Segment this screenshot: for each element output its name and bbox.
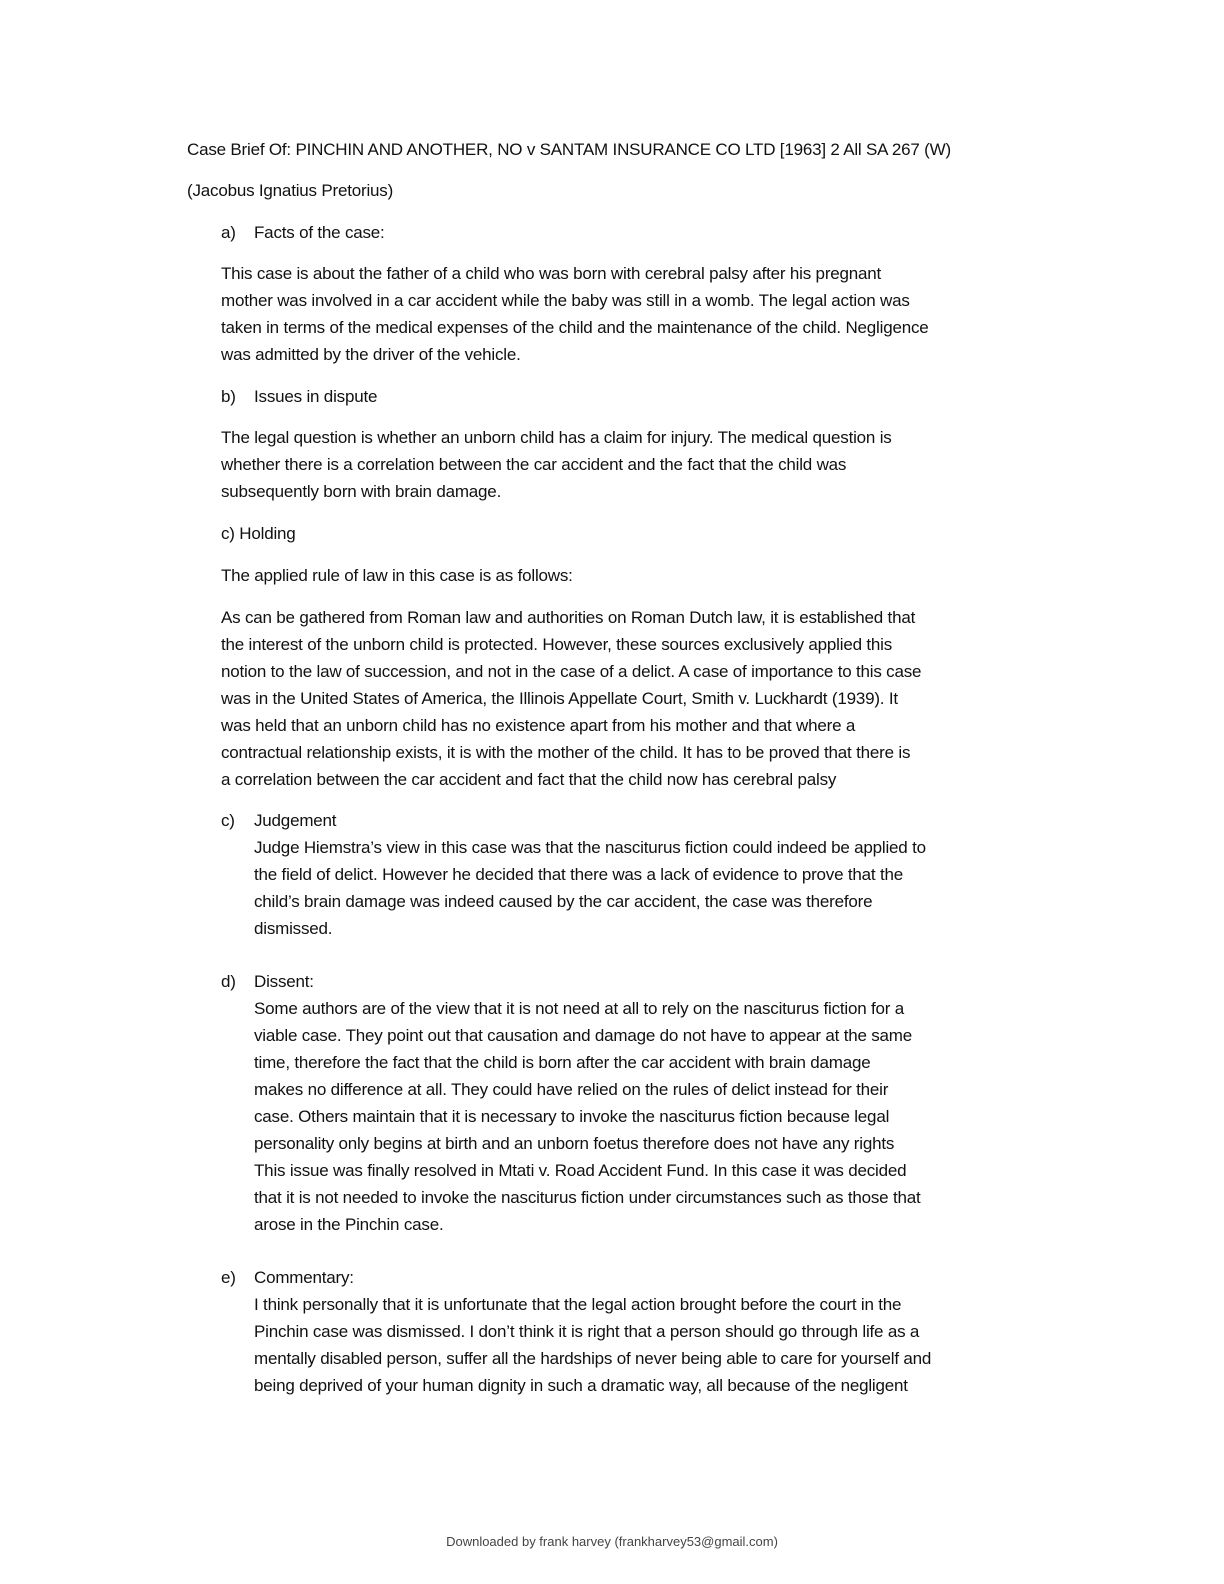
download-footer: Downloaded by frank harvey (frankharvey53@gmail.com) [446, 1534, 778, 1549]
heading-text: Facts of the case: [254, 223, 385, 242]
text-line: dismissed. [254, 919, 333, 938]
text-line: the field of delict. However he decided that there was a lack of evidence to prove that the [254, 865, 903, 884]
text-line: was in the United States of America, the Illinois Appellate Court, Smith v. Luckhardt (1939). It [221, 689, 898, 708]
list-marker: c) [221, 811, 235, 830]
text-line: arose in the Pinchin case. [254, 1215, 444, 1234]
heading-text: Dissent: [254, 972, 314, 991]
commentary-heading [221, 1264, 354, 1291]
text-line: being deprived of your human dignity in such a dramatic way, all because of the negligent [254, 1376, 908, 1395]
judgement-heading [221, 807, 336, 834]
holding-heading: c) Holding [221, 524, 296, 543]
text-line: mother was involved in a car accident while the baby was still in a womb. The legal action was [221, 291, 910, 310]
text-line: Some authors are of the view that it is not need at all to rely on the nasciturus fiction for a [254, 999, 905, 1018]
text-line: child’s brain damage was indeed caused by the car accident, the case was therefore [254, 892, 873, 911]
text-line: The legal question is whether an unborn child has a claim for injury. The medical question is [221, 428, 892, 447]
text-line: a correlation between the car accident and fact that the child now has cerebral palsy [221, 770, 837, 789]
text-line: contractual relationship exists, it is with the mother of the child. It has to be proved that there is [221, 743, 911, 762]
judgement-paragraph [254, 834, 926, 942]
facts-heading [221, 219, 385, 246]
document-title: Case Brief Of: PINCHIN AND ANOTHER, NO v SANTAM INSURANCE CO LTD [1963] 2 All SA 267 (W) [187, 140, 951, 159]
holding-intro: The applied rule of law in this case is as follows: [221, 566, 573, 585]
text-line: mentally disabled person, suffer all the hardships of never being able to care for yourself and [254, 1349, 932, 1368]
dissent-paragraph [254, 995, 921, 1238]
heading-text: Commentary: [254, 1268, 354, 1287]
issues-heading [221, 383, 377, 410]
text-line: I think personally that it is unfortunate that the legal action brought before the court in the [254, 1295, 902, 1314]
text-line: viable case. They point out that causation and damage do not have to appear at the same [254, 1026, 913, 1045]
list-marker: d) [221, 972, 236, 991]
text-line: the interest of the unborn child is protected. However, these sources exclusively applied this [221, 635, 893, 654]
commentary-paragraph [254, 1291, 931, 1399]
dissent-heading [221, 968, 314, 995]
issues-paragraph [221, 424, 892, 505]
list-marker: e) [221, 1268, 236, 1287]
text-line: This issue was finally resolved in Mtati v. Road Accident Fund. In this case it was decided [254, 1161, 907, 1180]
text-line: notion to the law of succession, and not in the case of a delict. A case of importance to this case [221, 662, 922, 681]
text-line: whether there is a correlation between the car accident and the fact that the child was [221, 455, 847, 474]
facts-paragraph [221, 260, 929, 368]
heading-text: Issues in dispute [254, 387, 378, 406]
text-line: was admitted by the driver of the vehicle. [221, 345, 521, 364]
text-line: Pinchin case was dismissed. I don’t think it is right that a person should go through life as a [254, 1322, 920, 1341]
text-line: makes no difference at all. They could have relied on the rules of delict instead for their [254, 1080, 889, 1099]
text-line: was held that an unborn child has no existence apart from his mother and that where a [221, 716, 856, 735]
text-line: case. Others maintain that it is necessary to invoke the nasciturus fiction because legal [254, 1107, 890, 1126]
text-line: Judge Hiemstra’s view in this case was that the nasciturus fiction could indeed be applied to [254, 838, 926, 857]
list-marker: a) [221, 223, 236, 242]
holding-paragraph [221, 604, 921, 793]
text-line: time, therefore the fact that the child is born after the car accident with brain damage [254, 1053, 871, 1072]
text-line: This case is about the father of a child who was born with cerebral palsy after his pregnant [221, 264, 882, 283]
author-line: (Jacobus Ignatius Pretorius) [187, 181, 394, 200]
text-line: As can be gathered from Roman law and authorities on Roman Dutch law, it is established that [221, 608, 916, 627]
text-line: that it is not needed to invoke the nasciturus fiction under circumstances such as those that [254, 1188, 921, 1207]
list-marker: b) [221, 387, 236, 406]
heading-text: Judgement [254, 811, 337, 830]
text-line: personality only begins at birth and an unborn foetus therefore does not have any rights [254, 1134, 895, 1153]
text-line: subsequently born with brain damage. [221, 482, 502, 501]
text-line: taken in terms of the medical expenses of the child and the maintenance of the child. Negligence [221, 318, 929, 337]
